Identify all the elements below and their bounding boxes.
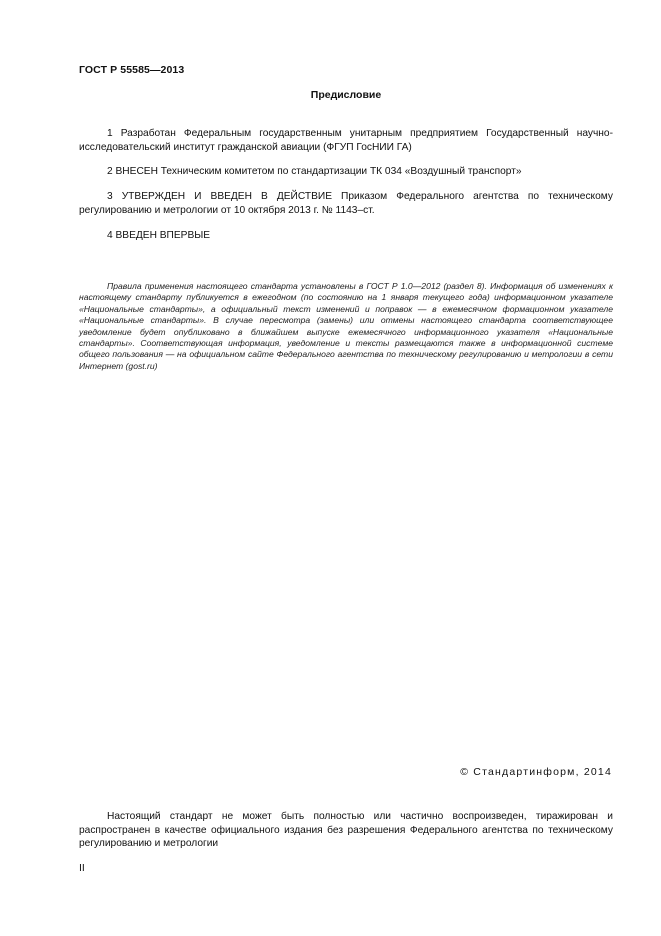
page-number: II [79,862,85,874]
application-rules-notice: Правила применения настоящего стандарта установлены в ГОСТ Р 1.0—2012 (раздел 8). Информация об изменениях к настоящему стандарту публикуется в ежегодном (по состоянию на 1 января текущего года) информационном указателе «Национальные стандарты», а официальный текст изменений и поправок — в ежемесячном формационном указателе «Национальные стандарты». В случае пересмотра (замены) или отмены настоящего стандарта соответствующее уведомление будет опубликовано в ближайшем выпуске ежемесячного информационного указателя «Национальные стандарты». Соответствующая информация, уведомление и тексты размещаются также в информационной системе общего пользования — на официальном сайте Федерального агентства по техническому регулированию и метрологии в сети Интернет (gost.ru) [79,281,613,371]
foreword-item-introduced: 2 ВНЕСЕН Техническим комитетом по стандартизации ТК 034 «Воздушный транспорт» [107,166,522,177]
reproduction-notice: Настоящий стандарт не может быть полностью или частично воспроизведен, тиражирован и распространен в качестве официального издания без разрешения Федерального агентства по техническому регулированию и метрологии [79,811,613,850]
foreword-title: Предисловие [310,89,382,101]
copyright-line: © Стандартинформ, 2014 [460,766,612,778]
foreword-item-developed: 1 Разработан Федеральным государственным унитарным предприятием Государственный научно-исследовательский институт гражданской авиации (ФГУП ГосНИИ ГА) [79,128,613,153]
foreword-item-first-introduced: 4 ВВЕДЕН ВПЕРВЫЕ [107,230,211,241]
standard-code: ГОСТ Р 55585—2013 [79,64,185,76]
foreword-item-approved: 3 УТВЕРЖДЕН И ВВЕДЕН В ДЕЙСТВИЕ Приказом Федерального агентства по техническому регулированию и метрологии от 10 октября 2013 г. № 1143–ст. [79,191,613,216]
